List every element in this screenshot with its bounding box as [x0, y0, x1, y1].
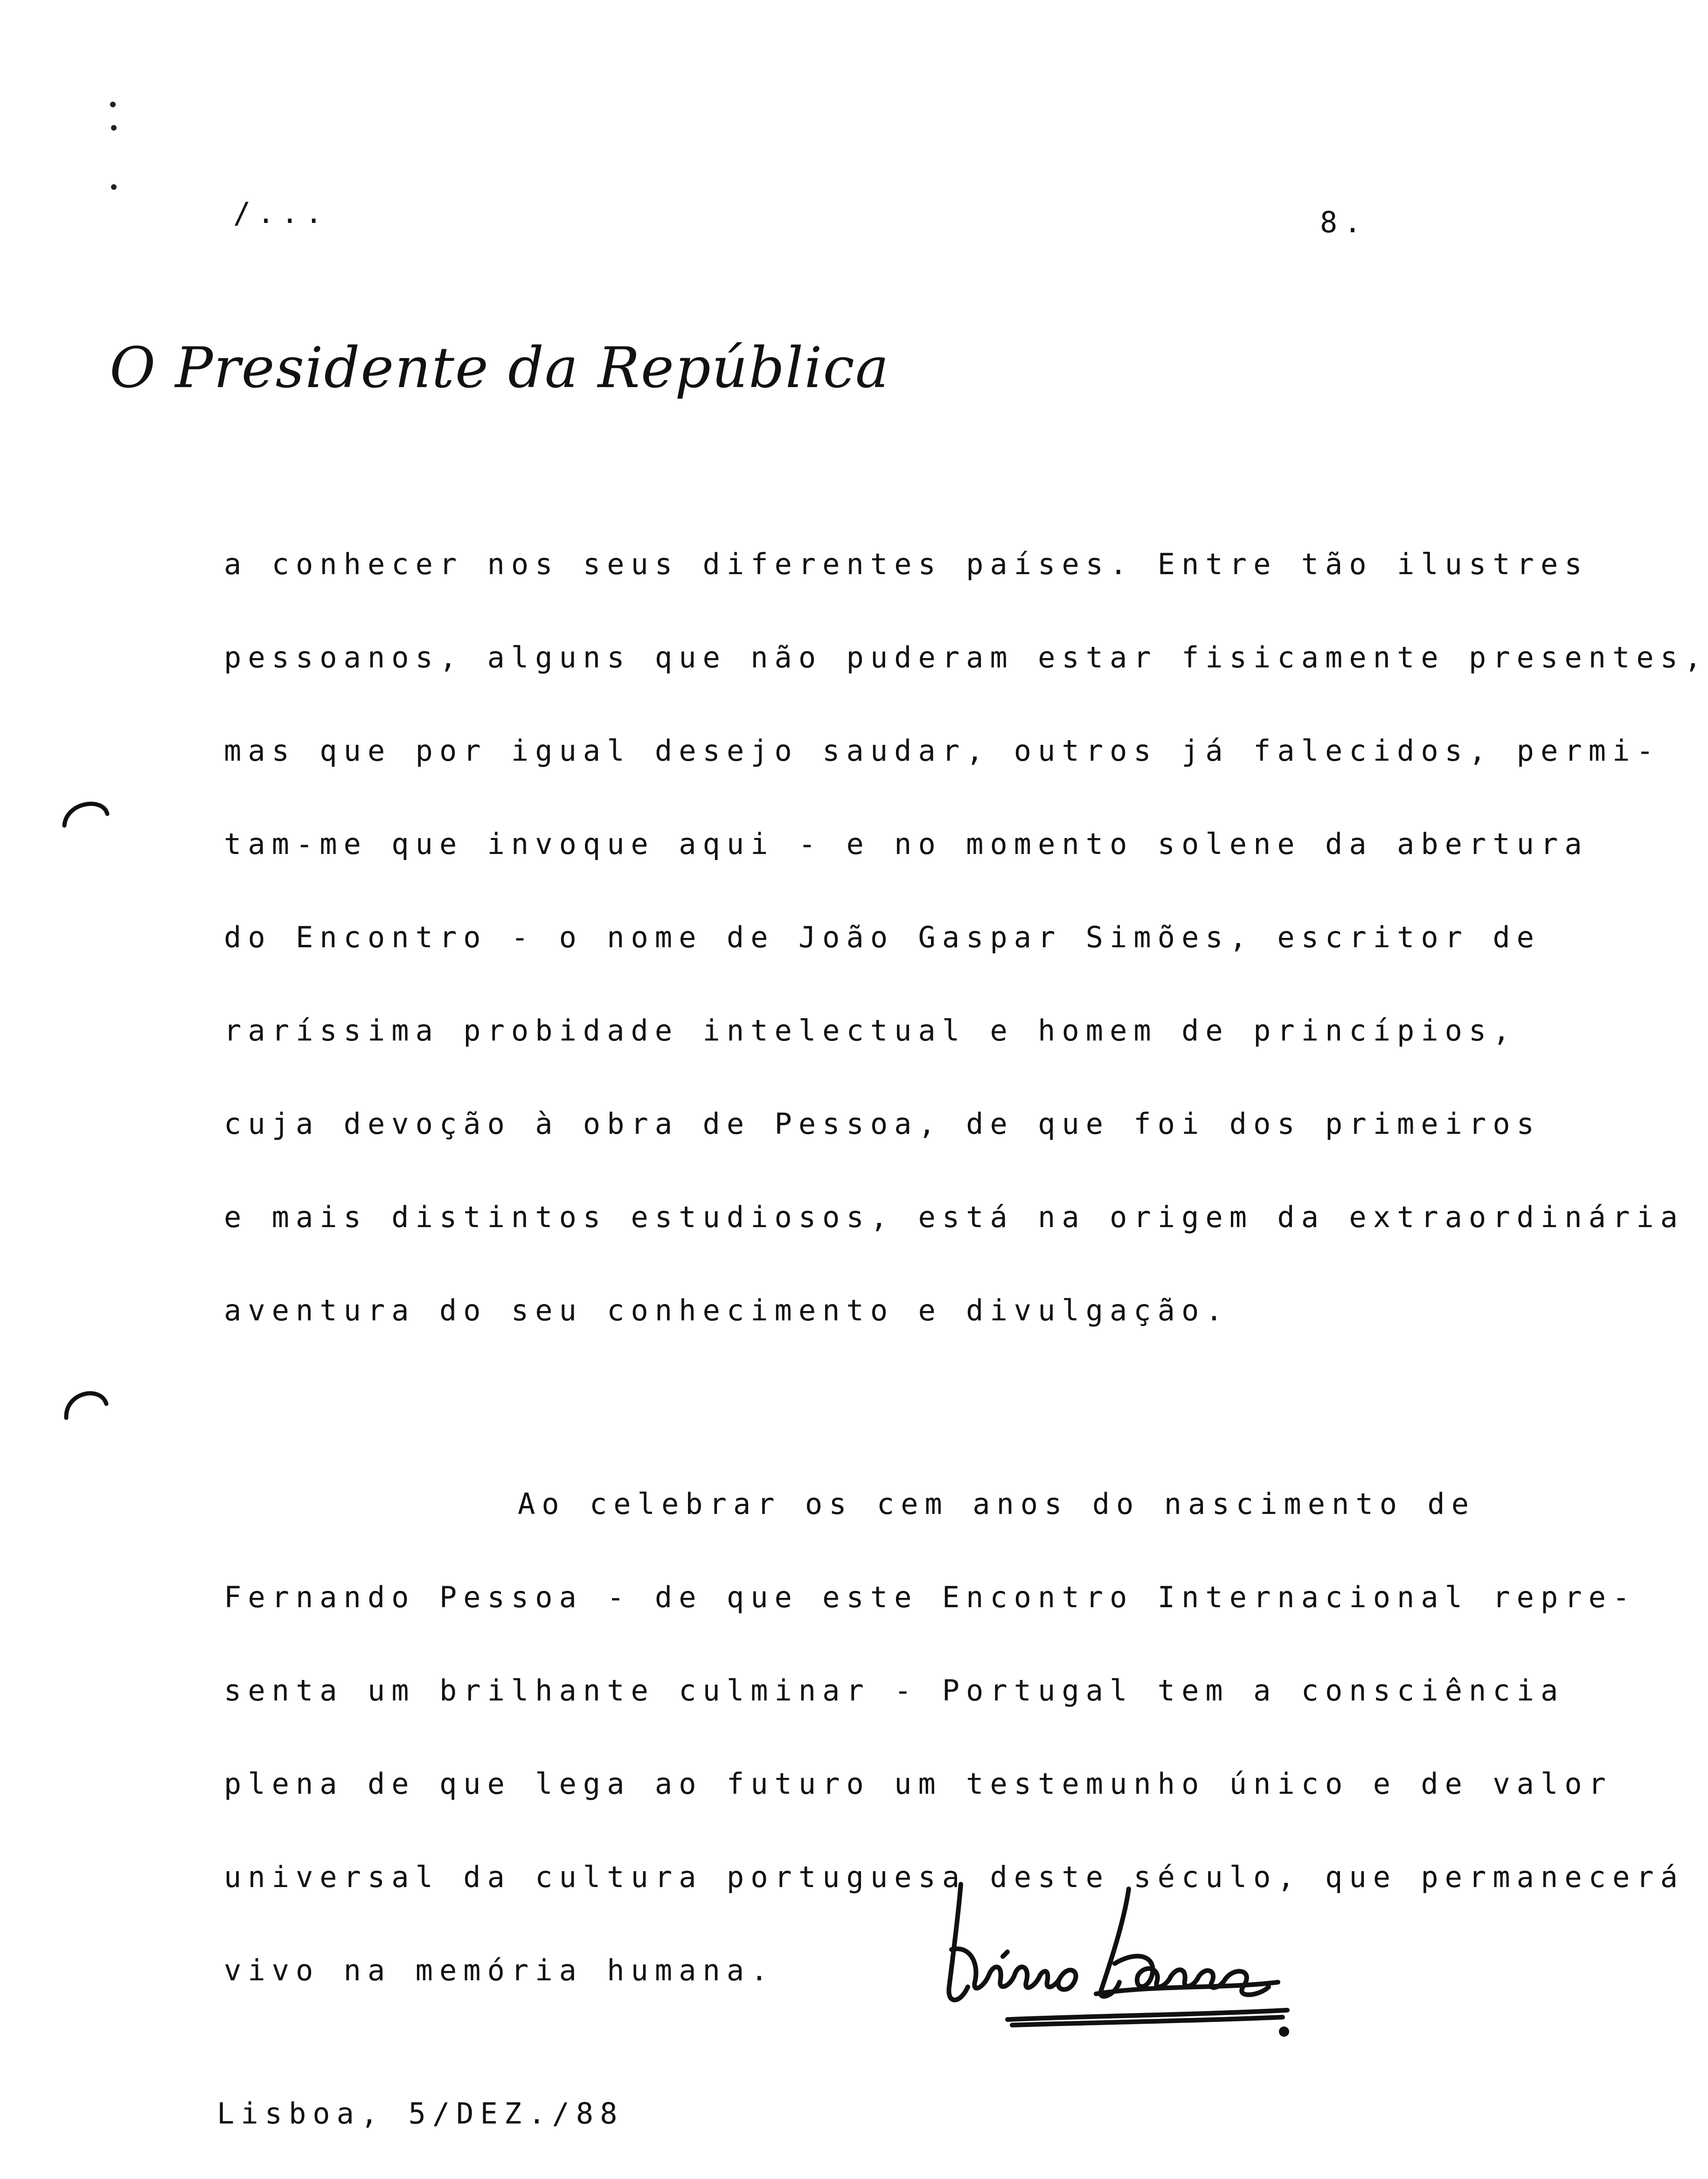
- continuation-marker: /...: [233, 196, 329, 230]
- paragraph-gap: [224, 1357, 1362, 1457]
- text-line: e mais distintos estudiosos, está na origem da extraordinária: [224, 1200, 1684, 1234]
- page-number: 8.: [1320, 205, 1368, 239]
- text-line: senta um brilhante culminar - Portugal tem a consciência: [224, 1673, 1565, 1707]
- place-and-date: Lisboa, 5/DEZ./88: [217, 2096, 624, 2130]
- handwritten-signature: [933, 1870, 1315, 2029]
- text-line: a conhecer nos seus diferentes países. Entre tão ilustres: [224, 547, 1589, 581]
- punch-hole-mark-icon: [61, 1381, 112, 1423]
- margin-dot: [111, 184, 117, 190]
- text-line: aventura do seu conhecimento e divulgação.: [224, 1293, 1229, 1327]
- letter-body: [224, 518, 1708, 2017]
- text-line: mas que por igual desejo saudar, outros já falecidos, permi-: [224, 734, 1660, 768]
- text-line: tam-me que invoque aqui - e no momento solene da abertura: [224, 827, 1589, 861]
- text-line: Fernando Pessoa - de que este Encontro Internacional repre-: [224, 1580, 1637, 1614]
- letterhead-title: O Presidente da República: [110, 336, 890, 401]
- text-line: universal da cultura portuguesa deste século, que permanecerá: [224, 1860, 1684, 1894]
- punch-hole-mark-icon: [61, 793, 112, 830]
- text-line: do Encontro - o nome de João Gaspar Simões, escritor de: [224, 920, 1541, 954]
- text-line: pessoanos, alguns que não puderam estar fisicamente presentes,: [224, 640, 1708, 674]
- signature-dot: [1279, 2026, 1289, 2037]
- margin-dot: [110, 102, 116, 107]
- text-line: plena de que lega ao futuro um testemunho único e de valor: [224, 1767, 1612, 1801]
- text-line: vivo na memória humana.: [224, 1953, 775, 1987]
- text-line: raríssima probidade intelectual e homem de princípios,: [224, 1013, 1517, 1048]
- text-line: cuja devoção à obra de Pessoa, de que foi dos primeiros: [224, 1107, 1541, 1141]
- margin-dot: [111, 125, 117, 131]
- text-line: Ao celebrar os cem anos do nascimento de: [518, 1487, 1476, 1521]
